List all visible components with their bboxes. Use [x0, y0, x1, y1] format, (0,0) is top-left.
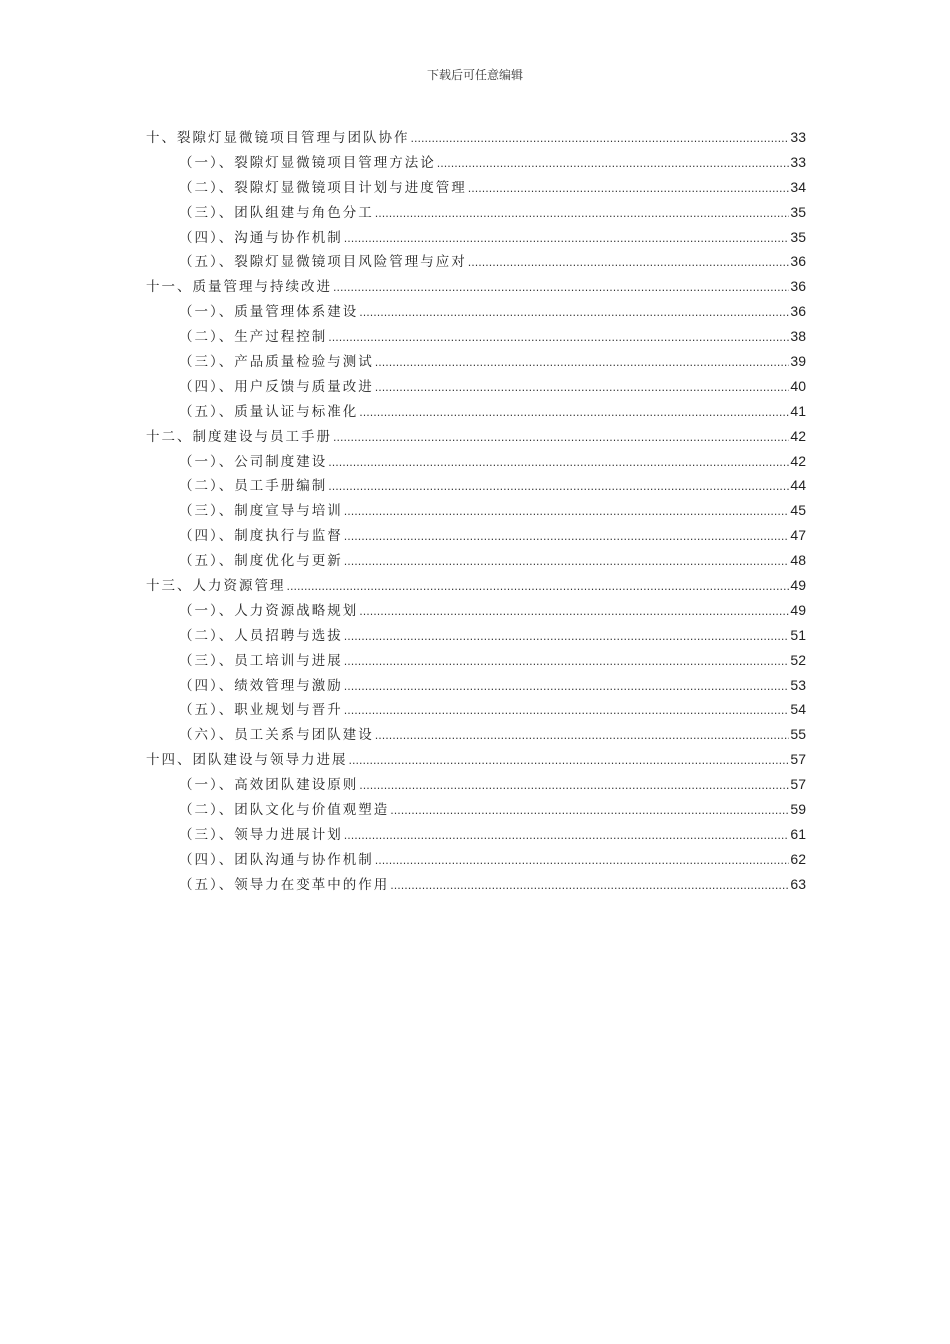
toc-entry-title: （一）、裂隙灯显微镜项目管理方法论 [179, 154, 436, 171]
toc-entry-title: （二）、生产过程控制 [179, 329, 328, 346]
toc-entry-title: （一）、人力资源战略规划 [179, 602, 359, 619]
toc-entry-title: （五）、裂隙灯显微镜项目风险管理与应对 [179, 254, 467, 271]
toc-entry-title: 十二、制度建设与员工手册 [146, 428, 332, 445]
toc-page-number: 48 [790, 552, 806, 569]
toc-page-number: 35 [790, 203, 806, 220]
toc-entry-title: （二）、裂隙灯显微镜项目计划与进度管理 [179, 179, 467, 196]
toc-dot-leader [375, 854, 790, 867]
toc-page-number: 49 [790, 577, 806, 594]
toc-dot-leader [344, 680, 790, 693]
toc-dot-leader [437, 157, 790, 170]
toc-entry-title: （二）、团队文化与价值观塑造 [179, 802, 390, 819]
toc-page-number: 62 [790, 850, 806, 867]
toc-page-number: 47 [790, 527, 806, 544]
toc-entry-title: （一）、质量管理体系建设 [179, 304, 359, 321]
toc-section-entry[interactable] [146, 698, 806, 723]
toc-section-entry[interactable] [146, 201, 806, 226]
toc-entry-title: 十四、团队建设与领导力进展 [146, 752, 348, 769]
toc-dot-leader [344, 530, 790, 543]
toc-section-entry[interactable] [146, 226, 806, 251]
toc-dot-leader [328, 456, 789, 469]
toc-page-number: 51 [790, 626, 806, 643]
toc-entry-title: （四）、团队沟通与协作机制 [179, 851, 374, 868]
toc-dot-leader [468, 256, 790, 269]
toc-section-entry[interactable] [146, 325, 806, 350]
toc-section-entry[interactable] [146, 848, 806, 873]
toc-page-number: 49 [790, 601, 806, 618]
table-of-contents [146, 126, 806, 898]
toc-dot-leader [328, 480, 789, 493]
toc-entry-title: 十、裂隙灯显微镜项目管理与团队协作 [146, 130, 410, 146]
toc-page-number: 40 [790, 377, 806, 394]
toc-dot-leader [375, 729, 790, 742]
toc-entry-title: （五）、职业规划与晋升 [179, 702, 343, 719]
toc-entry-title: （五）、质量认证与标准化 [179, 403, 359, 420]
toc-page-number: 36 [790, 303, 806, 320]
toc-page-number: 44 [790, 477, 806, 494]
toc-section-entry[interactable] [146, 773, 806, 798]
toc-dot-leader [390, 804, 789, 817]
toc-entry-title: （三）、员工培训与进展 [179, 652, 343, 669]
toc-section-entry[interactable] [146, 474, 806, 499]
toc-entry-title: （二）、人员招聘与选拔 [179, 627, 343, 644]
toc-section-entry[interactable] [146, 400, 806, 425]
toc-page-number: 41 [790, 402, 806, 419]
toc-page-number: 45 [790, 502, 806, 519]
toc-page-number: 59 [790, 801, 806, 818]
toc-section-entry[interactable] [146, 250, 806, 275]
toc-section-entry[interactable] [146, 674, 806, 699]
page-header: 下载后可任意编辑 [426, 68, 523, 82]
toc-chapter-entry[interactable] [146, 275, 806, 300]
toc-section-entry[interactable] [146, 624, 806, 649]
toc-dot-leader [344, 555, 790, 568]
toc-chapter-entry[interactable] [146, 574, 806, 599]
toc-page-number: 33 [790, 129, 806, 145]
toc-section-entry[interactable] [146, 375, 806, 400]
toc-page-number: 57 [790, 776, 806, 793]
toc-page-number: 34 [790, 178, 806, 195]
toc-dot-leader [344, 505, 790, 518]
toc-dot-leader [359, 306, 789, 319]
toc-dot-leader [333, 281, 789, 294]
toc-page-number: 33 [790, 153, 806, 170]
toc-entry-title: （一）、高效团队建设原则 [179, 777, 359, 794]
toc-entry-title: （三）、制度宣导与培训 [179, 503, 343, 520]
toc-page-number: 36 [790, 253, 806, 270]
toc-section-entry[interactable] [146, 524, 806, 549]
toc-dot-leader [333, 431, 789, 444]
toc-section-entry[interactable] [146, 300, 806, 325]
toc-dot-leader [359, 605, 789, 618]
toc-section-entry[interactable] [146, 499, 806, 524]
toc-dot-leader [344, 829, 790, 842]
toc-page-number: 35 [790, 228, 806, 245]
toc-entry-title: 十三、人力资源管理 [146, 578, 286, 595]
toc-dot-leader [328, 331, 789, 344]
toc-section-entry[interactable] [146, 649, 806, 674]
toc-section-entry[interactable] [146, 798, 806, 823]
toc-section-entry[interactable] [146, 823, 806, 848]
toc-dot-leader [344, 630, 790, 643]
toc-page-number: 53 [790, 676, 806, 693]
toc-dot-leader [468, 182, 790, 195]
toc-entry-title: （二）、员工手册编制 [179, 478, 328, 495]
toc-section-entry[interactable] [146, 450, 806, 475]
toc-section-entry[interactable] [146, 176, 806, 201]
toc-entry-title: （五）、领导力在变革中的作用 [179, 876, 390, 893]
toc-dot-leader [375, 381, 790, 394]
toc-dot-leader [287, 580, 790, 593]
toc-entry-title: （五）、制度优化与更新 [179, 553, 343, 570]
toc-section-entry[interactable] [146, 599, 806, 624]
toc-page-number: 54 [790, 701, 806, 718]
toc-entry-title: （三）、团队组建与角色分工 [179, 204, 374, 221]
toc-entry-title: 十一、质量管理与持续改进 [146, 279, 332, 296]
toc-entry-title: （六）、员工关系与团队建设 [179, 727, 374, 744]
toc-entry-title: （一）、公司制度建设 [179, 453, 328, 470]
toc-page-number: 57 [790, 751, 806, 768]
toc-entry-title: （四）、制度执行与监督 [179, 528, 343, 545]
toc-section-entry[interactable] [146, 873, 806, 898]
toc-page-number: 38 [790, 328, 806, 345]
toc-page-number: 61 [790, 825, 806, 842]
toc-page-number: 36 [790, 278, 806, 295]
toc-chapter-entry[interactable] [146, 425, 806, 450]
toc-entry-title: （三）、领导力进展计划 [179, 826, 343, 843]
toc-dot-leader [390, 879, 789, 892]
toc-page-number: 55 [790, 726, 806, 743]
toc-dot-leader [344, 704, 790, 717]
toc-section-entry[interactable] [146, 350, 806, 375]
toc-dot-leader [344, 655, 790, 668]
toc-entry-title: （四）、用户反馈与质量改进 [179, 378, 374, 395]
toc-entry-title: （三）、产品质量检验与测试 [179, 354, 374, 371]
toc-dot-leader [359, 779, 789, 792]
toc-section-entry[interactable] [146, 723, 806, 748]
toc-dot-leader [349, 754, 790, 767]
toc-chapter-entry[interactable] [146, 748, 806, 773]
toc-chapter-entry[interactable] [146, 126, 806, 151]
toc-page-number: 52 [790, 651, 806, 668]
toc-dot-leader [411, 132, 790, 145]
toc-dot-leader [359, 406, 789, 419]
toc-dot-leader [375, 356, 790, 369]
toc-entry-title: （四）、沟通与协作机制 [179, 229, 343, 246]
toc-page-number: 39 [790, 353, 806, 370]
toc-page-number: 42 [790, 427, 806, 444]
toc-dot-leader [375, 207, 790, 220]
toc-page-number: 42 [790, 452, 806, 469]
toc-page-number: 63 [790, 875, 806, 892]
toc-section-entry[interactable] [146, 151, 806, 176]
toc-dot-leader [344, 232, 790, 245]
toc-entry-title: （四）、绩效管理与激励 [179, 677, 343, 694]
toc-section-entry[interactable] [146, 549, 806, 574]
